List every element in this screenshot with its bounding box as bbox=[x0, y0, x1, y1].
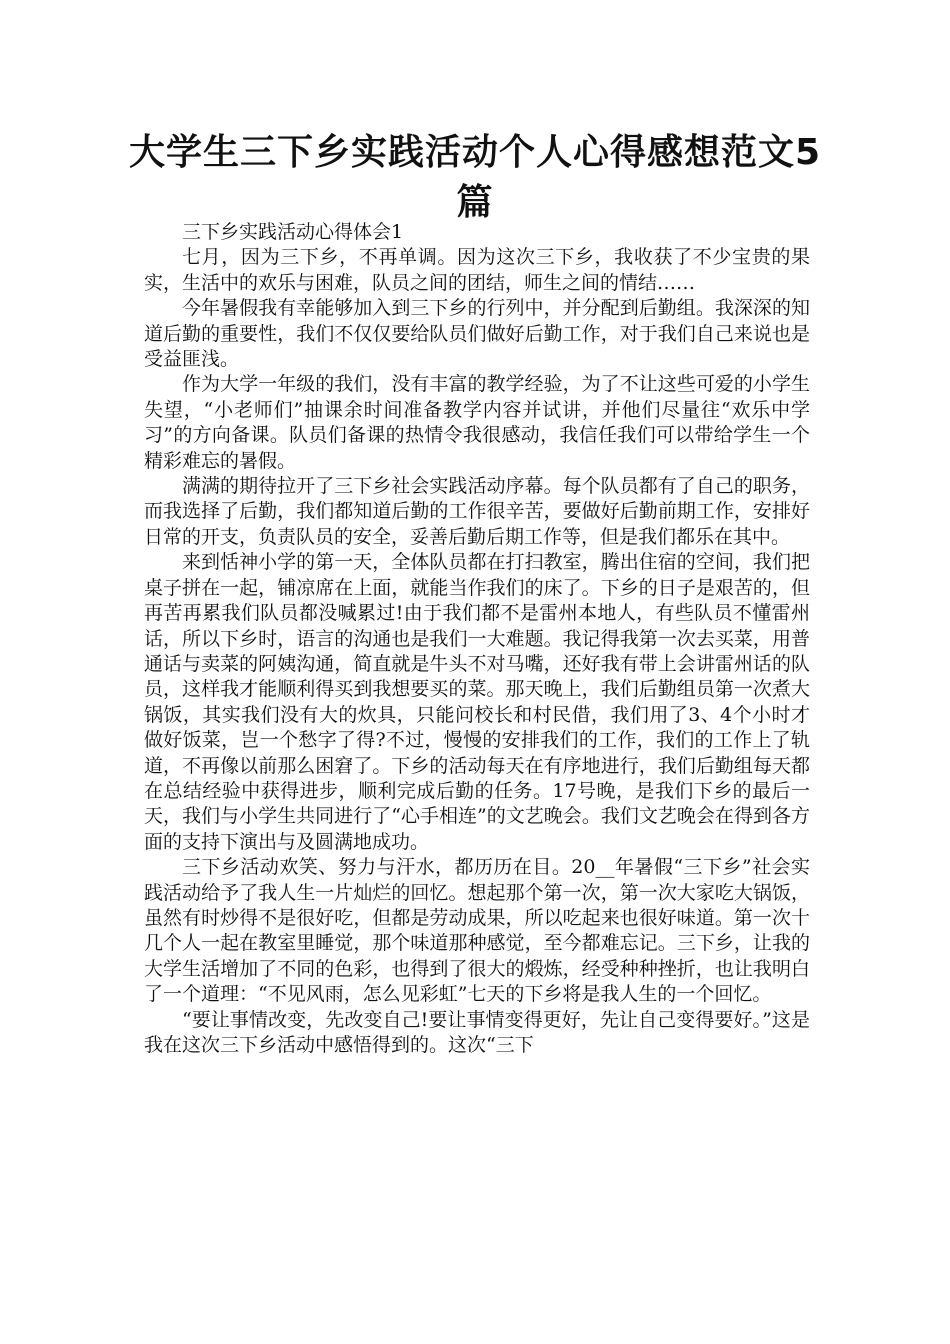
paragraph: 今年暑假我有幸能够加入到三下乡的行列中，并分配到后勤组。我深深的知道后勤的重要性，我们不仅仅要给队员们做好后勤工作，对于我们自己来说也是受益匪浅。 bbox=[144, 297, 810, 371]
paragraph: 作为大学一年级的我们，没有丰富的教学经验，为了不让这些可爱的小学生失望，“小老师们”抽课余时间准备教学内容并试讲，并他们尽量往“欢乐中学习”的方向备课。队员们备课的热情令我很感动，我信任我们可以带给学生一个精彩难忘的暑假。 bbox=[144, 373, 810, 472]
paragraph: 七月，因为三下乡，不再单调。因为这次三下乡，我收获了不少宝贵的果实，生活中的欢乐与困难，队员之间的团结，师生之间的情结…… bbox=[144, 246, 810, 294]
paragraph: 来到恬神小学的第一天，全体队员都在打扫教室，腾出住宿的空间，我们把桌子拼在一起，铺凉席在上面，就能当作我们的床了。下乡的日子是艰苦的，但再苦再累我们队员都没喊累过!由于我们都不是雷州本地人，有些队员不懂雷州话，所以下乡时，语言的沟通也是我们一大难题。我记得我第一次去买菜，用普通话与卖菜的阿姨沟通，简直就是牛头不对马嘴，还好我有带上会讲雷州话的队员，这样我才能顺利得买到我想要买的菜。那天晚上，我们后勤组员第一次煮大锅饭，其实我们没有大的炊具，只能问校长和村民借，我们用了3、4个小时才做好饭菜，岂一个愁字了得?不过，慢慢的安排我们的工作，我们的工作上了轨道，不再像以前那么困窘了。下乡的活动每天在有序地进行，我们后勤组每天都在总结经验中获得进步，顺利完成后勤的任务。17号晚，是我们下乡的最后一天，我们与小学生共同进行了“心手相连”的文艺晚会。我们文艺晚会在得到各方面的支持下演出与及圆满地成功。 bbox=[144, 551, 810, 853]
paragraph: “要让事情改变，先改变自己!要让事情变得更好，先让自己变得要好。”这是我在这次三下乡活动中感悟得到的。这次“三下 bbox=[144, 1008, 810, 1056]
document-body bbox=[144, 220, 810, 1058]
paragraph: 满满的期待拉开了三下乡社会实践活动序幕。每个队员都有了自己的职务，而我选择了后勤，我们都知道后勤的工作很辛苦，要做好后勤前期工作，安排好日常的开支，负责队员的安全，妥善后勤后期工作等，但是我们都乐在其中。 bbox=[144, 475, 810, 548]
section-heading: 三下乡实践活动心得体会1 bbox=[182, 221, 404, 243]
document-title: 大学生三下乡实践活动个人心得感想范文5篇 bbox=[128, 132, 822, 223]
paragraph: 三下乡活动欢笑、努力与汗水，都历历在目。20__年暑假“三下乡”社会实践活动给予了我人生一片灿烂的回忆。想起那个第一次，第一次大家吃大锅饭，虽然有时炒得不是很好吃，但都是劳动成果，所以吃起来也很好味道。第一次十几个人一起在教室里睡觉，那个味道那种感觉，至今都难忘记。三下乡，让我的大学生活增加了不同的色彩，也得到了很大的煅炼，经受种种挫折，也让我明白了一个道理：“不见风雨，怎么见彩虹”七天的下乡将是我人生的一个回忆。 bbox=[144, 856, 810, 1006]
